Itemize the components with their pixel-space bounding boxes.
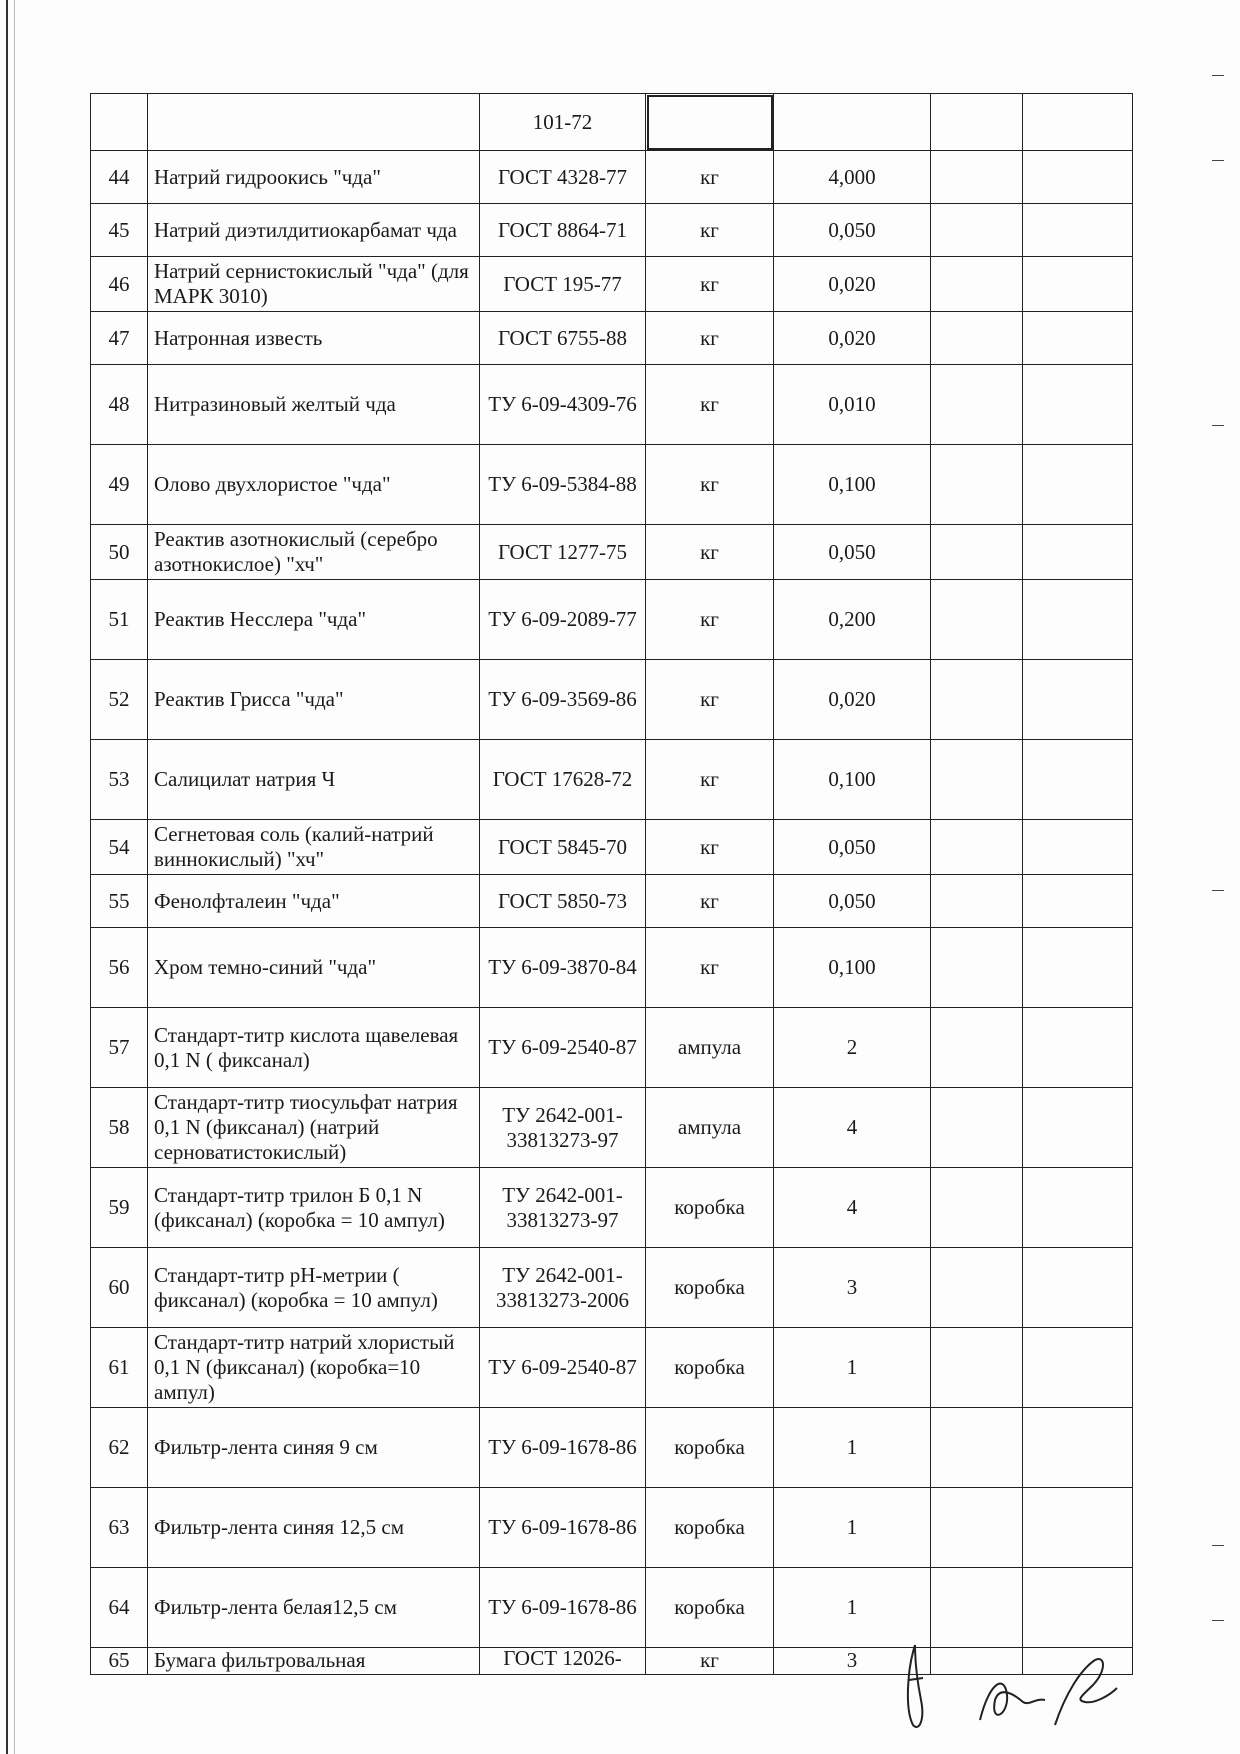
empty-cell bbox=[931, 1088, 1023, 1168]
quantity bbox=[774, 94, 931, 151]
reagent-name bbox=[148, 94, 480, 151]
quantity: 0,010 bbox=[774, 365, 931, 445]
row-number: 52 bbox=[91, 660, 148, 740]
row-number: 45 bbox=[91, 204, 148, 257]
margin-mark bbox=[1212, 890, 1224, 891]
empty-cell bbox=[931, 740, 1023, 820]
standard-code: ГОСТ 5845-70 bbox=[480, 820, 646, 875]
row-number: 51 bbox=[91, 580, 148, 660]
unit: коробка bbox=[646, 1568, 774, 1648]
margin-mark bbox=[1212, 1545, 1224, 1546]
unit: кг bbox=[646, 151, 774, 204]
unit: кг bbox=[646, 525, 774, 580]
unit: кг bbox=[646, 740, 774, 820]
row-number: 61 bbox=[91, 1328, 148, 1408]
table-row bbox=[91, 204, 1133, 257]
table-row bbox=[91, 928, 1133, 1008]
reagent-name: Натрий сернистокислый "чда" (для МАРК 3010) bbox=[148, 257, 480, 312]
empty-cell bbox=[1023, 1168, 1133, 1248]
quantity: 1 bbox=[774, 1328, 931, 1408]
table-row bbox=[91, 660, 1133, 740]
row-number: 54 bbox=[91, 820, 148, 875]
table-row bbox=[91, 1328, 1133, 1408]
empty-cell bbox=[931, 580, 1023, 660]
empty-cell bbox=[931, 820, 1023, 875]
quantity: 1 bbox=[774, 1408, 931, 1488]
margin-mark bbox=[1212, 425, 1224, 426]
standard-code: ТУ 6-09-2540-87 bbox=[480, 1328, 646, 1408]
empty-cell bbox=[931, 1328, 1023, 1408]
standard-code: ГОСТ 1277-75 bbox=[480, 525, 646, 580]
reagent-name: Натрий диэтилдитиокарбамат чда bbox=[148, 204, 480, 257]
unit: коробка bbox=[646, 1168, 774, 1248]
quantity: 4 bbox=[774, 1088, 931, 1168]
empty-cell bbox=[931, 257, 1023, 312]
standard-code: ТУ 2642-001-33813273-97 bbox=[480, 1168, 646, 1248]
reagent-name: Реактив азотнокислый (серебро азотнокислое) "хч" bbox=[148, 525, 480, 580]
table-row bbox=[91, 445, 1133, 525]
table-row bbox=[91, 312, 1133, 365]
reagent-name: Реактив Несслера "чда" bbox=[148, 580, 480, 660]
row-number: 44 bbox=[91, 151, 148, 204]
reagent-name: Стандарт-титр натрий хлористый 0,1 N (фиксанал) (коробка=10 ампул) bbox=[148, 1328, 480, 1408]
table-row bbox=[91, 1408, 1133, 1488]
row-number: 60 bbox=[91, 1248, 148, 1328]
empty-cell bbox=[1023, 1008, 1133, 1088]
row-number: 48 bbox=[91, 365, 148, 445]
table-row bbox=[91, 151, 1133, 204]
row-number: 46 bbox=[91, 257, 148, 312]
empty-cell bbox=[1023, 660, 1133, 740]
row-number: 55 bbox=[91, 875, 148, 928]
quantity: 0,100 bbox=[774, 445, 931, 525]
empty-cell bbox=[1023, 94, 1133, 151]
row-number: 50 bbox=[91, 525, 148, 580]
unit: кг bbox=[646, 204, 774, 257]
unit: кг bbox=[646, 312, 774, 365]
row-number: 65 bbox=[91, 1648, 148, 1675]
margin-mark bbox=[1212, 75, 1224, 76]
empty-cell bbox=[931, 660, 1023, 740]
empty-cell bbox=[1023, 204, 1133, 257]
empty-cell bbox=[1023, 1328, 1133, 1408]
unit: кг bbox=[646, 660, 774, 740]
standard-code: ГОСТ 5850-73 bbox=[480, 875, 646, 928]
unit: коробка bbox=[646, 1248, 774, 1328]
standard-code: ТУ 6-09-3870-84 bbox=[480, 928, 646, 1008]
empty-cell bbox=[1023, 1248, 1133, 1328]
quantity: 0,050 bbox=[774, 820, 931, 875]
reagent-name: Стандарт-титр трилон Б 0,1 N (фиксанал) (коробка = 10 ампул) bbox=[148, 1168, 480, 1248]
margin-mark bbox=[1212, 160, 1224, 161]
empty-cell bbox=[1023, 1408, 1133, 1488]
empty-cell bbox=[931, 1568, 1023, 1648]
standard-code: ТУ 2642-001-33813273-97 bbox=[480, 1088, 646, 1168]
standard-code: ГОСТ 8864-71 bbox=[480, 204, 646, 257]
quantity: 0,050 bbox=[774, 525, 931, 580]
empty-cell bbox=[931, 875, 1023, 928]
row-number: 62 bbox=[91, 1408, 148, 1488]
table-row bbox=[91, 875, 1133, 928]
reagent-name: Стандарт-титр pH-метрии ( фиксанал) (коробка = 10 ампул) bbox=[148, 1248, 480, 1328]
empty-cell bbox=[931, 94, 1023, 151]
reagent-name: Олово двухлористое "чда" bbox=[148, 445, 480, 525]
quantity: 3 bbox=[774, 1248, 931, 1328]
empty-cell bbox=[931, 1488, 1023, 1568]
reagent-name: Хром темно-синий "чда" bbox=[148, 928, 480, 1008]
row-number: 64 bbox=[91, 1568, 148, 1648]
empty-cell bbox=[931, 1008, 1023, 1088]
table-row bbox=[91, 1248, 1133, 1328]
empty-cell bbox=[931, 1408, 1023, 1488]
standard-code: ГОСТ 17628-72 bbox=[480, 740, 646, 820]
unit bbox=[646, 94, 774, 151]
margin-mark bbox=[1212, 1620, 1224, 1621]
table-row bbox=[91, 1488, 1133, 1568]
unit: коробка bbox=[646, 1328, 774, 1408]
empty-cell bbox=[1023, 1568, 1133, 1648]
empty-cell bbox=[1023, 257, 1133, 312]
standard-code: ТУ 6-09-1678-86 bbox=[480, 1488, 646, 1568]
empty-cell bbox=[1023, 525, 1133, 580]
table-row bbox=[91, 1008, 1133, 1088]
empty-cell bbox=[1023, 740, 1133, 820]
quantity: 1 bbox=[774, 1488, 931, 1568]
reagents-table bbox=[90, 93, 1133, 1675]
unit: кг bbox=[646, 1648, 774, 1675]
reagent-name: Салицилат натрия Ч bbox=[148, 740, 480, 820]
standard-code: ТУ 6-09-1678-86 bbox=[480, 1408, 646, 1488]
quantity: 0,020 bbox=[774, 312, 931, 365]
unit: ампула bbox=[646, 1088, 774, 1168]
unit: ампула bbox=[646, 1008, 774, 1088]
scan-edge bbox=[6, 0, 8, 1754]
empty-cell bbox=[1023, 875, 1133, 928]
unit: кг bbox=[646, 445, 774, 525]
empty-cell bbox=[1023, 820, 1133, 875]
standard-code: ГОСТ 4328-77 bbox=[480, 151, 646, 204]
quantity: 0,050 bbox=[774, 875, 931, 928]
standard-code: ТУ 6-09-4309-76 bbox=[480, 365, 646, 445]
row-number: 47 bbox=[91, 312, 148, 365]
empty-cell bbox=[1023, 580, 1133, 660]
standard-code: 101-72 bbox=[480, 94, 646, 151]
row-number bbox=[91, 94, 148, 151]
table-row bbox=[91, 740, 1133, 820]
table-row bbox=[91, 365, 1133, 445]
table-row bbox=[91, 1088, 1133, 1168]
reagent-name: Натрий гидроокись "чда" bbox=[148, 151, 480, 204]
empty-cell bbox=[1023, 151, 1133, 204]
table-row bbox=[91, 580, 1133, 660]
quantity: 0,100 bbox=[774, 928, 931, 1008]
table-row bbox=[91, 820, 1133, 875]
row-number: 57 bbox=[91, 1008, 148, 1088]
row-number: 53 bbox=[91, 740, 148, 820]
empty-cell bbox=[1023, 928, 1133, 1008]
quantity: 1 bbox=[774, 1568, 931, 1648]
quantity: 4 bbox=[774, 1168, 931, 1248]
empty-cell bbox=[931, 151, 1023, 204]
unit: кг bbox=[646, 580, 774, 660]
standard-code: ГОСТ 12026- bbox=[480, 1648, 646, 1675]
empty-cell bbox=[1023, 445, 1133, 525]
reagent-name: Стандарт-титр тиосульфат натрия 0,1 N (фиксанал) (натрий серноватистокислый) bbox=[148, 1088, 480, 1168]
empty-cell bbox=[931, 1168, 1023, 1248]
quantity: 3 bbox=[774, 1648, 931, 1675]
unit: кг bbox=[646, 928, 774, 1008]
empty-cell bbox=[1023, 365, 1133, 445]
standard-code: ТУ 6-09-5384-88 bbox=[480, 445, 646, 525]
empty-cell bbox=[1023, 1488, 1133, 1568]
standard-code: ТУ 6-09-2540-87 bbox=[480, 1008, 646, 1088]
empty-cell bbox=[1023, 1088, 1133, 1168]
quantity: 0,200 bbox=[774, 580, 931, 660]
row-number: 59 bbox=[91, 1168, 148, 1248]
table-row bbox=[91, 257, 1133, 312]
row-number: 63 bbox=[91, 1488, 148, 1568]
quantity: 4,000 bbox=[774, 151, 931, 204]
empty-cell bbox=[931, 365, 1023, 445]
standard-code: ТУ 2642-001-33813273-2006 bbox=[480, 1248, 646, 1328]
empty-cell bbox=[931, 928, 1023, 1008]
standard-code: ТУ 6-09-1678-86 bbox=[480, 1568, 646, 1648]
reagent-name: Натронная известь bbox=[148, 312, 480, 365]
reagent-name: Бумага фильтровальная bbox=[148, 1648, 480, 1675]
table-row bbox=[91, 525, 1133, 580]
reagent-name: Фенолфталеин "чда" bbox=[148, 875, 480, 928]
empty-cell bbox=[931, 312, 1023, 365]
standard-code: ГОСТ 195-77 bbox=[480, 257, 646, 312]
row-number: 49 bbox=[91, 445, 148, 525]
reagent-name: Стандарт-титр кислота щавелевая 0,1 N ( фиксанал) bbox=[148, 1008, 480, 1088]
quantity: 2 bbox=[774, 1008, 931, 1088]
standard-code: ГОСТ 6755-88 bbox=[480, 312, 646, 365]
unit: коробка bbox=[646, 1488, 774, 1568]
quantity: 0,100 bbox=[774, 740, 931, 820]
reagent-name: Фильтр-лента синяя 12,5 см bbox=[148, 1488, 480, 1568]
table-row bbox=[91, 1168, 1133, 1248]
quantity: 0,020 bbox=[774, 257, 931, 312]
reagent-name: Сегнетовая соль (калий-натрий виннокислый) "хч" bbox=[148, 820, 480, 875]
empty-cell bbox=[931, 204, 1023, 257]
unit: кг bbox=[646, 257, 774, 312]
table-row bbox=[91, 1568, 1133, 1648]
reagent-name: Реактив Грисса "чда" bbox=[148, 660, 480, 740]
unit: кг bbox=[646, 875, 774, 928]
standard-code: ТУ 6-09-3569-86 bbox=[480, 660, 646, 740]
reagent-name: Нитразиновый желтый чда bbox=[148, 365, 480, 445]
unit: коробка bbox=[646, 1408, 774, 1488]
quantity: 0,050 bbox=[774, 204, 931, 257]
reagent-name: Фильтр-лента синяя 9 см bbox=[148, 1408, 480, 1488]
handwritten-signatures bbox=[895, 1640, 1125, 1740]
empty-cell bbox=[931, 1248, 1023, 1328]
standard-code: ТУ 6-09-2089-77 bbox=[480, 580, 646, 660]
unit: кг bbox=[646, 820, 774, 875]
row-number: 56 bbox=[91, 928, 148, 1008]
table-row-continued bbox=[91, 94, 1133, 151]
unit: кг bbox=[646, 365, 774, 445]
quantity: 0,020 bbox=[774, 660, 931, 740]
empty-cell bbox=[931, 445, 1023, 525]
empty-cell bbox=[1023, 312, 1133, 365]
reagent-name: Фильтр-лента белая12,5 см bbox=[148, 1568, 480, 1648]
row-number: 58 bbox=[91, 1088, 148, 1168]
empty-cell bbox=[931, 525, 1023, 580]
scan-edge-faint bbox=[14, 0, 15, 1754]
